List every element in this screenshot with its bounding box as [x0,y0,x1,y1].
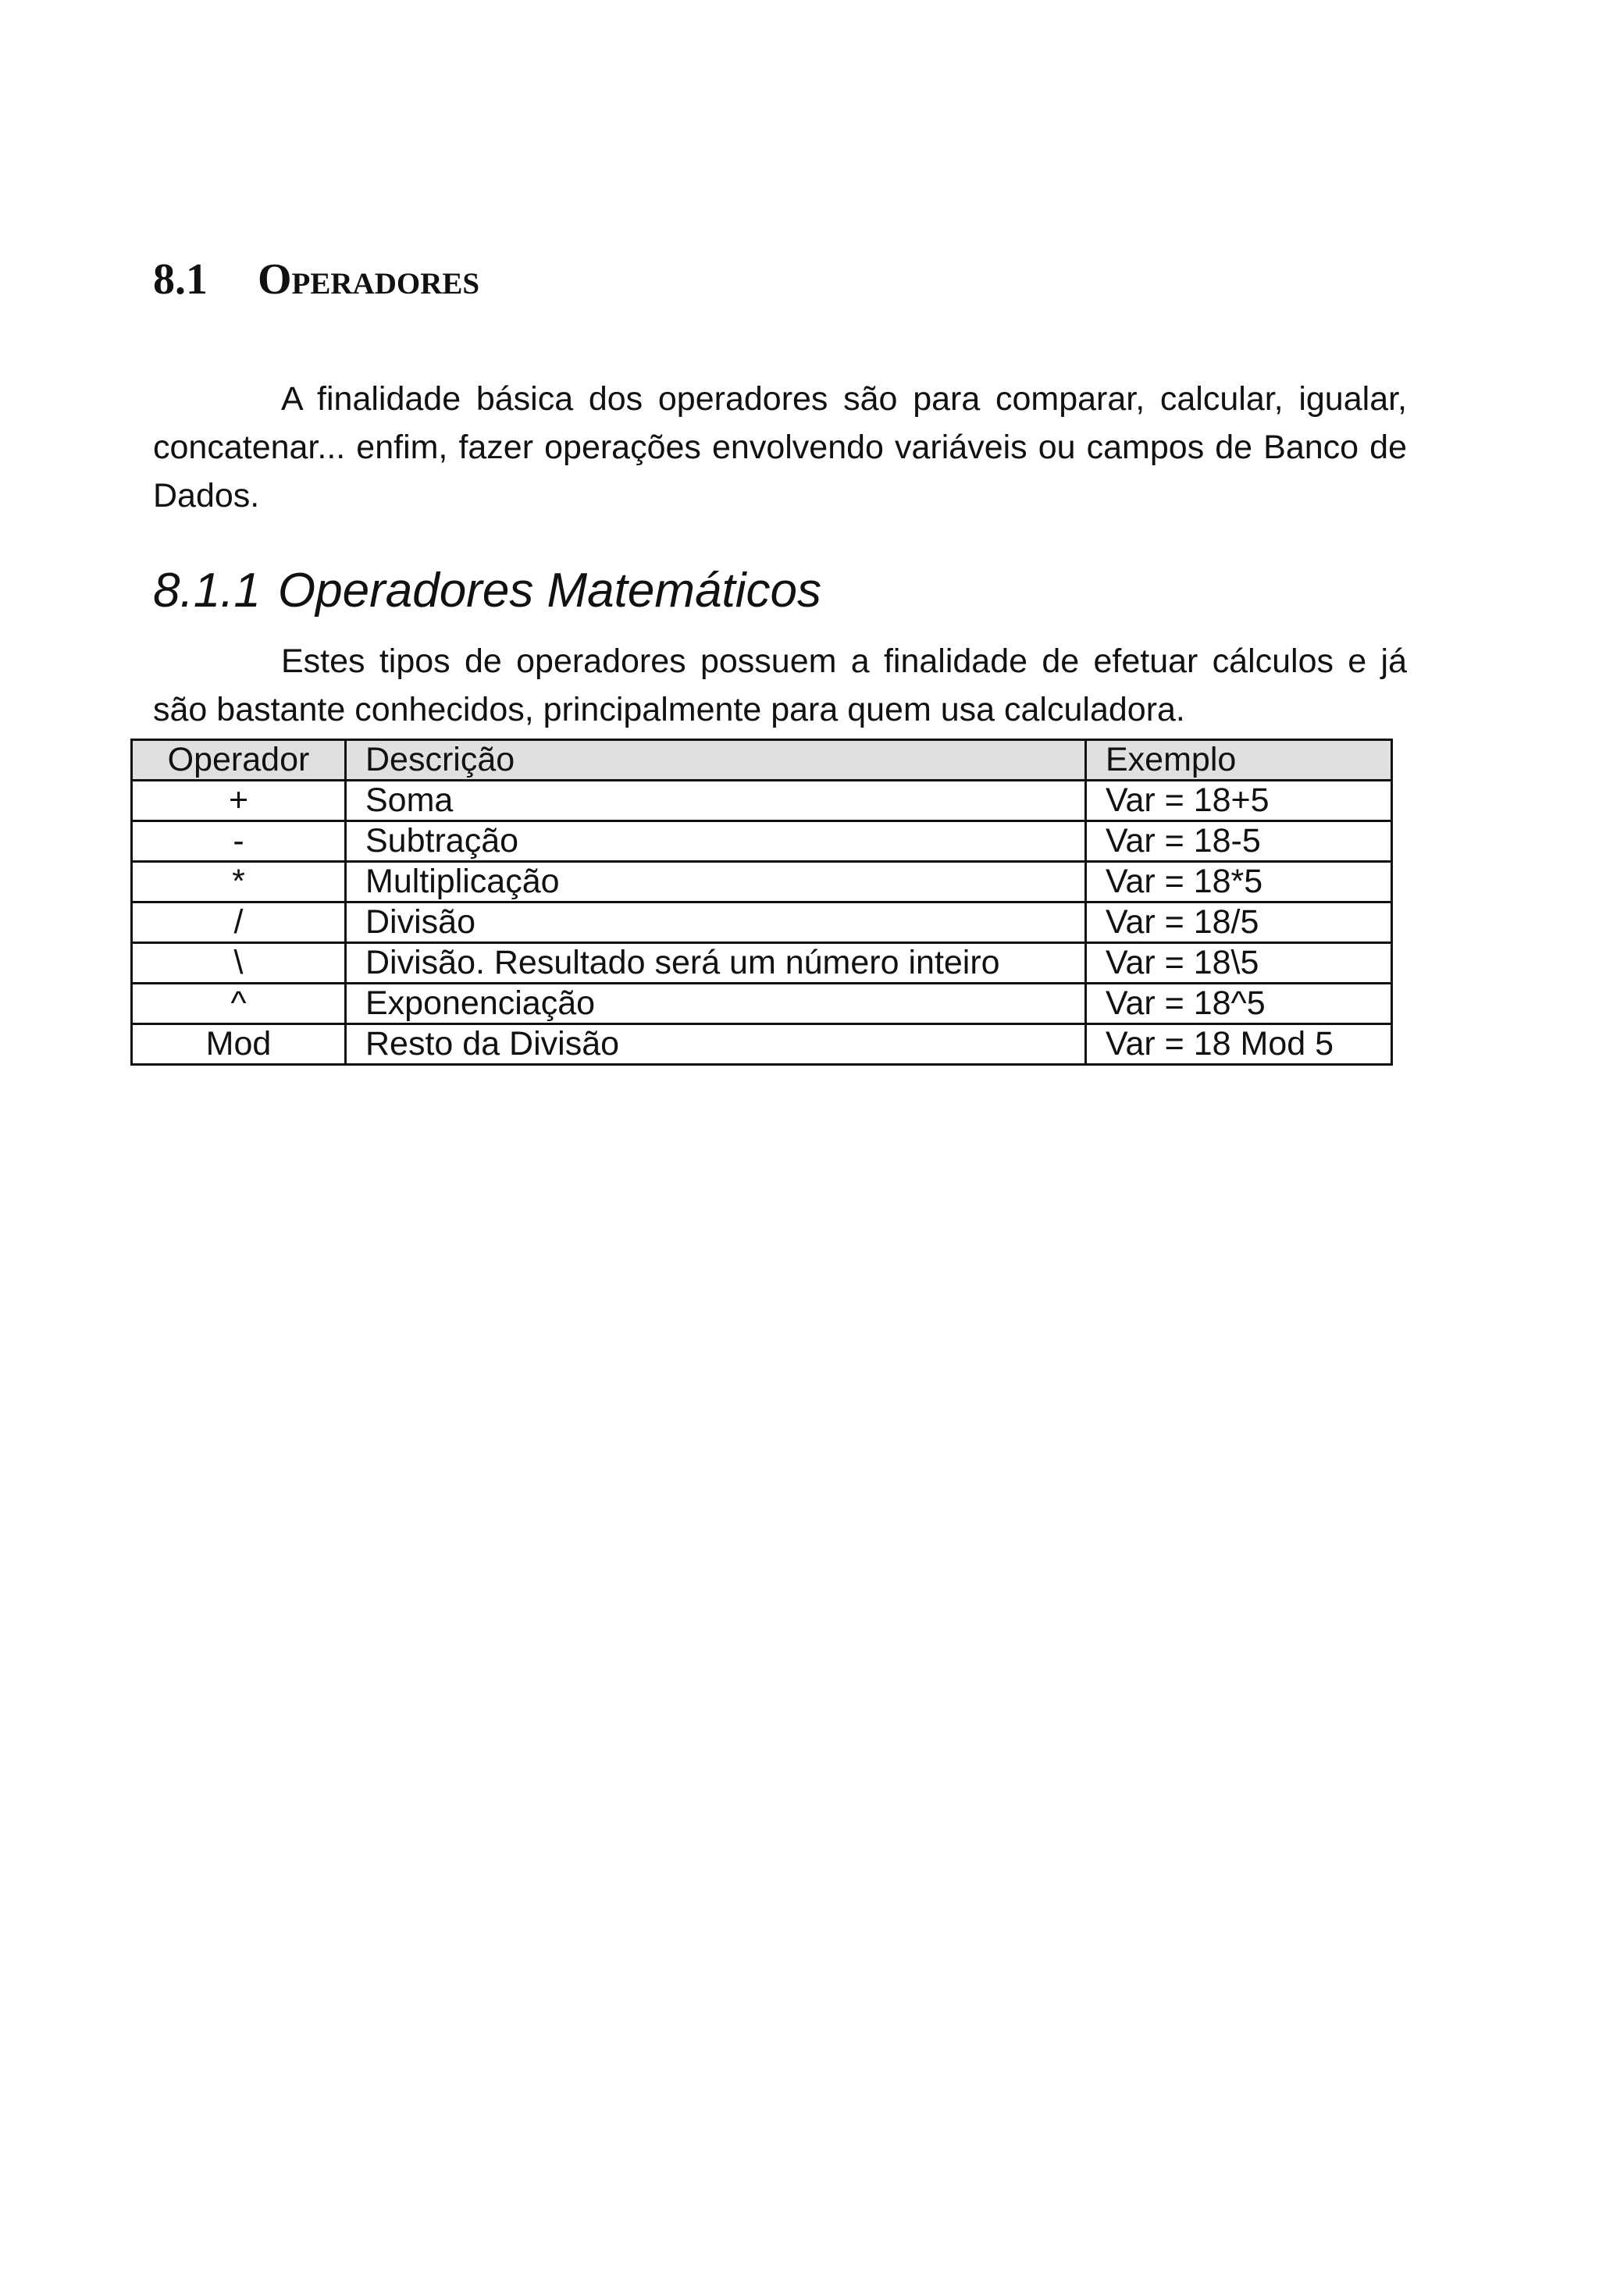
description-cell: Divisão [346,902,1086,943]
subsection-heading [153,556,821,626]
header-exemplo: Exemplo [1086,740,1392,781]
subsection-paragraph: Estes tipos de operadores possuem a finalidade de efetuar cálculos e já são bastante conhecidos, principalmente para quem usa calculadora. [153,643,1407,728]
operator-cell: ^ [132,984,346,1024]
intro-paragraph: A finalidade básica dos operadores são para comparar, calcular, igualar, concatenar... enfim, fazer operações envolvendo variáveis ou campos de Banco de Dados. [153,380,1407,514]
description-cell: Multiplicação [346,862,1086,902]
header-operador: Operador [132,740,346,781]
table-row [132,902,1392,943]
table-row [132,984,1392,1024]
section-number: 8.1 [153,255,208,304]
section-heading [153,248,479,311]
table-row [132,862,1392,902]
section-title: Operadores [258,255,480,304]
operator-cell: + [132,781,346,821]
example-cell: Var = 18 Mod 5 [1086,1024,1392,1065]
table-row [132,1024,1392,1065]
example-cell: Var = 18-5 [1086,821,1392,862]
description-cell: Resto da Divisão [346,1024,1086,1065]
example-cell: Var = 18*5 [1086,862,1392,902]
example-cell: Var = 18/5 [1086,902,1392,943]
description-cell: Soma [346,781,1086,821]
operators-table [130,739,1393,1066]
subsection-title: Operadores Matemáticos [277,564,821,618]
example-cell: Var = 18+5 [1086,781,1392,821]
table-row [132,943,1392,984]
example-cell: Var = 18\5 [1086,943,1392,984]
header-descricao: Descrição [346,740,1086,781]
table-header-row [132,740,1392,781]
description-cell: Exponenciação [346,984,1086,1024]
operator-cell: Mod [132,1024,346,1065]
table-row [132,781,1392,821]
operator-cell: - [132,821,346,862]
example-cell: Var = 18^5 [1086,984,1392,1024]
operator-cell: \ [132,943,346,984]
operator-cell: / [132,902,346,943]
description-cell: Subtração [346,821,1086,862]
subsection-number: 8.1.1 [153,564,261,618]
table-row [132,821,1392,862]
description-cell: Divisão. Resultado será um número inteiro [346,943,1086,984]
operator-cell: * [132,862,346,902]
